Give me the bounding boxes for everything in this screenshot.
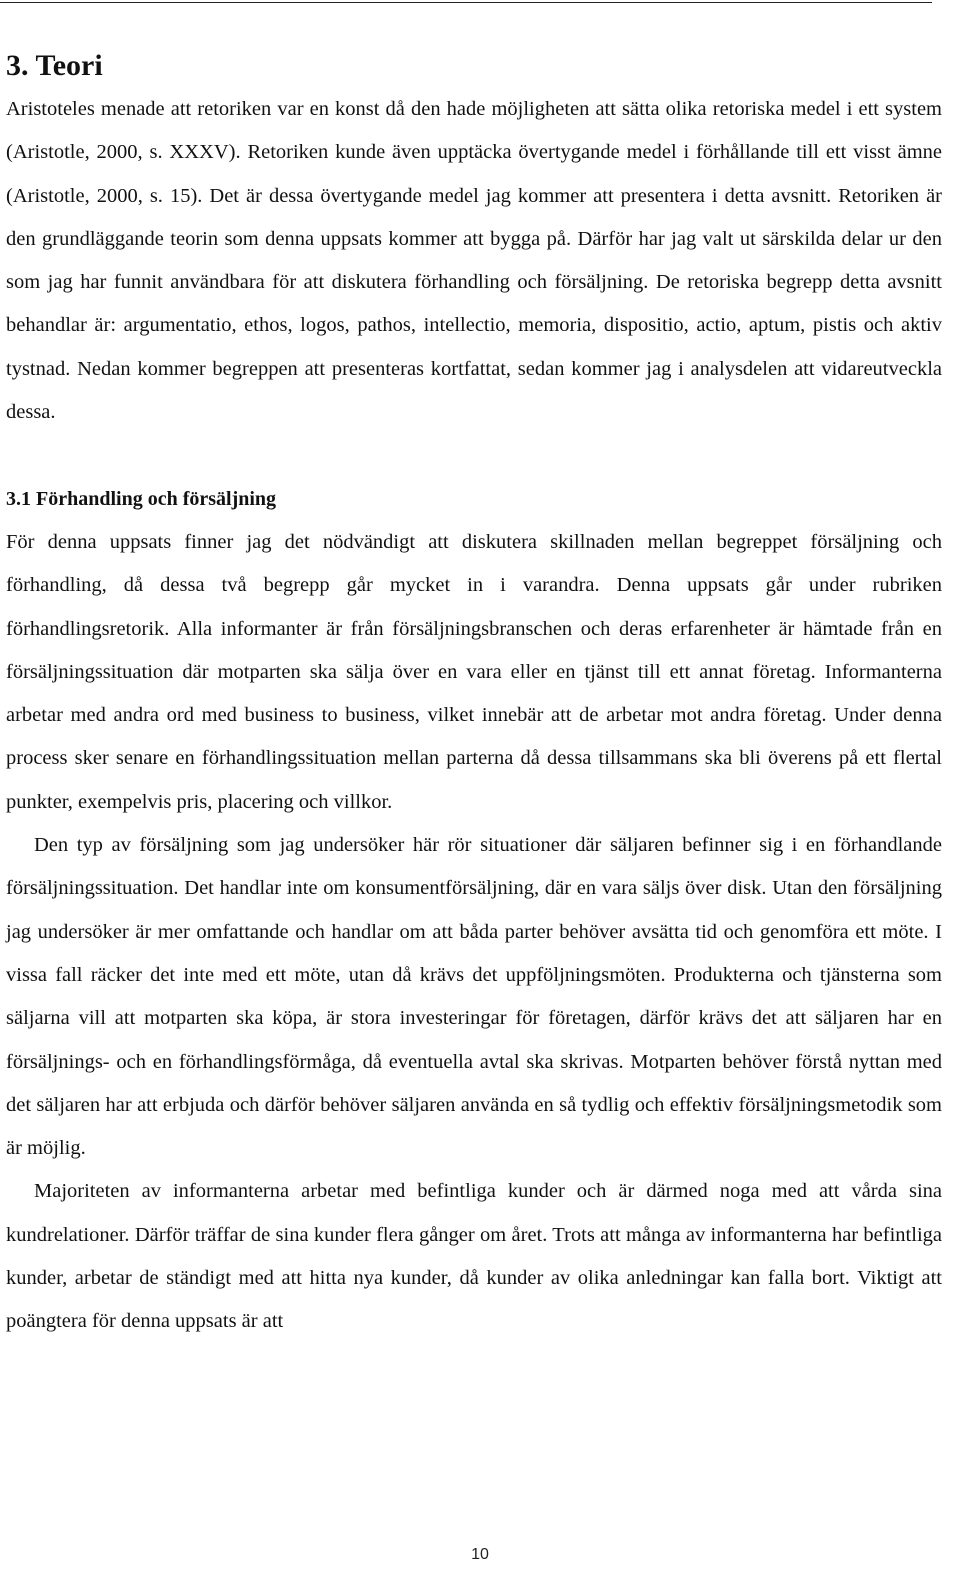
subsection-title: 3.1 Förhandling och försäljning <box>6 487 277 510</box>
section-title: 3. Teori <box>6 49 103 82</box>
top-rule <box>0 2 932 3</box>
paragraph-gap <box>6 434 942 477</box>
body-paragraph: Den typ av försäljning som jag undersöker här rör situationer där säljaren befinner sig i en förhandlande försäljningssituation. Det handlar inte om konsumentförsäljning, där en vara säljs över disk. Utan den försäljning jag undersöker är mer omfattande och handlar om att båda parter behöver avsätta tid och genomföra ett möte. I vissa fall räcker det inte med ett möte, utan då krävs det uppföljningsmöten. Produkterna och tjänsterna som säljarna vill att motparten ska köpa, är stora investeringar för företagen, därför krävs det att säljaren har en försäljnings- och en förhandlingsförmåga, då eventuella avtal ska skrivas. Motparten behöver förstå nyttan med det säljaren har att erbjuda och därför behöver säljaren använda en så tydlig och effektiv försäljningsmetodik som är möjlig. <box>6 834 942 1160</box>
body-paragraph: För denna uppsats finner jag det nödvändigt att diskutera skillnaden mellan begreppet försäljning och förhandling, då dessa två begrepp går mycket in i varandra. Denna uppsats går under rubriken förhandlingsretorik. Alla informanter är från försäljningsbranschen och deras erfarenheter är hämtade från en försäljningssituation där motparten ska sälja över en vara eller en tjänst till ett annat företag. Informanterna arbetar med andra ord med business to business, vilket innebär att de arbetar mot andra företag. Under denna process sker senare en förhandlingssituation mellan parterna då dessa tillsammans ska bli överens på ett flertal punkter, exempelvis pris, placering och villkor. <box>6 530 942 813</box>
page-number: 10 <box>471 1546 489 1563</box>
intro-paragraph: Aristoteles menade att retoriken var en konst då den hade möjligheten att sätta olika retoriska medel i ett system (Aristotle, 2000, s. XXXV). Retoriken kunde även upptäcka övertygande medel i förhållande till ett visst ämne (Aristotle, 2000, s. 15). Det är dessa övertygande medel jag kommer att presentera i detta avsnitt. Retoriken är den grundläggande teorin som denna uppsats kommer att bygga på. Därför har jag valt ut särskilda delar ur den som jag har funnit användbara för att diskutera förhandling och försäljning. De retoriska begrepp detta avsnitt behandlar är: argumentatio, ethos, logos, pathos, intellectio, memoria, dispositio, actio, aptum, pistis och aktiv tystnad. Nedan kommer begreppen att presenteras kortfattat, sedan kommer jag i analysdelen att vidareutveckla dessa. <box>6 98 942 424</box>
document-page <box>6 48 942 1344</box>
body-paragraph: Majoriteten av informanterna arbetar med befintliga kunder och är därmed noga med att vårda sina kundrelationer. Därför träffar de sina kunder flera gånger om året. Trots att många av informanterna har befintliga kunder, arbetar de ständigt med att hitta nya kunder, då kunder av olika anledningar kan falla bort. Viktigt att poängtera för denna uppsats är att <box>6 1180 942 1333</box>
